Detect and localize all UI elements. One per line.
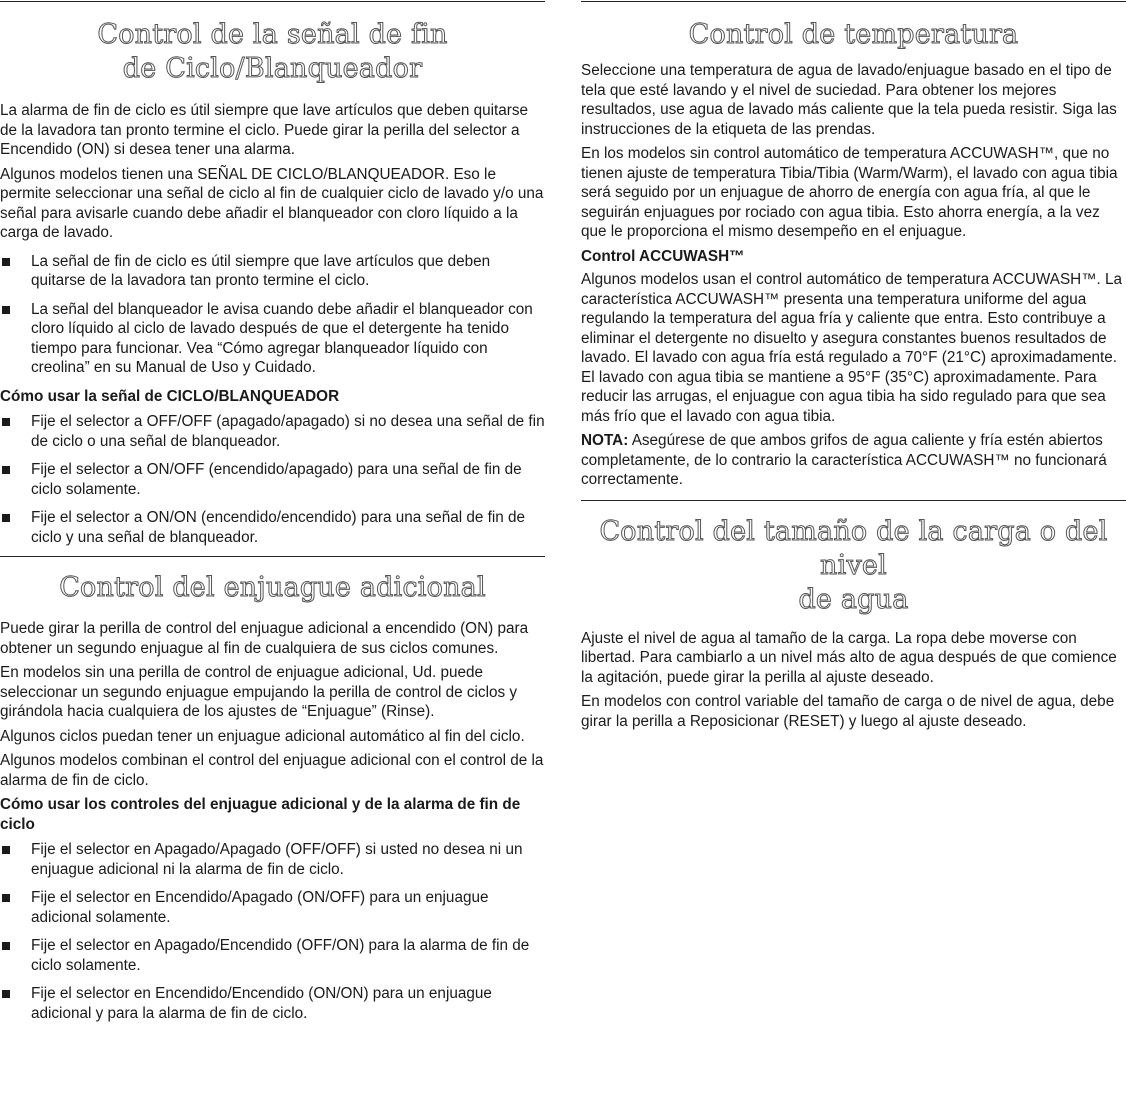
- paragraph: Algunos modelos combinan el control del enjuague adicional con el control de la alarma de fin de ciclo.: [0, 752, 544, 789]
- note-paragraph: [581, 431, 1126, 490]
- paragraph: Ajuste el nivel de agua al tamaño de la carga. La ropa debe moverse con libertad. Para cambiarlo a un nivel más alto de agua después de que comience la agitación, puede girar la perilla al ajuste deseado.: [581, 629, 1117, 686]
- subheading: Cómo usar la señal de CICLO/BLANQUEADOR: [0, 387, 340, 405]
- section-extra-rinse: [0, 571, 545, 1023]
- top-rule-left: [0, 1, 545, 2]
- bullet-square-icon: [2, 418, 10, 426]
- subheading: Cómo usar los controles del enjuague adicional y de la alarma de fin de ciclo: [0, 796, 521, 833]
- bullet-square-icon: [2, 258, 10, 266]
- bullet-square-icon: [2, 846, 10, 854]
- list-item: La señal de fin de ciclo es útil siempre que lave artículos que deben quitarse de la lavadora tan pronto termine el ciclo.: [0, 252, 545, 291]
- section-end-of-cycle-signal: [0, 18, 545, 547]
- bullet-square-icon: [2, 942, 10, 950]
- top-rule-right: [581, 1, 1126, 2]
- section-heading-extra-rinse: Control del enjuague adicional: [59, 572, 486, 603]
- paragraph: Seleccione una temperatura de agua de lavado/enjuague basado en el tipo de tela que esté lavando y el nivel de suciedad. Para obtener los mejores resultados, use agua de lavado más caliente que la tela pueda resistir. Siga las instrucciones de la etiqueta de las prendas.: [581, 62, 1117, 138]
- section-divider: [0, 556, 545, 557]
- paragraph: Algunos modelos tienen una SEÑAL DE CICLO/BLANQUEADOR. Eso le permite seleccionar una señal de ciclo al fin de cualquier ciclo de lavado y/o una señal para avisarle cuando debe añadir el blanqueador con cloro líquido a la carga de lavado.: [0, 165, 544, 241]
- list-item: Fije el selector a OFF/OFF (apagado/apagado) si no desea una señal de fin de ciclo o una señal de blanqueador.: [0, 412, 545, 451]
- paragraph: En modelos con control variable del tamaño de carga o de nivel de agua, debe girar la perilla a Reposicionar (RESET) y luego al ajuste deseado.: [581, 693, 1115, 730]
- paragraph: Algunos ciclos puedan tener un enjuague adicional automático al fin del ciclo.: [0, 727, 525, 745]
- bullet-square-icon: [2, 466, 10, 474]
- list-item: Fije el selector en Apagado/Apagado (OFF/OFF) si usted no desea ni un enjuague adicional ni la alarma de fin de ciclo.: [0, 840, 545, 879]
- bullet-list: [0, 840, 545, 1023]
- bullet-square-icon: [2, 306, 10, 314]
- bullet-list: [0, 252, 545, 378]
- bullet-list: [0, 412, 545, 547]
- list-item: Fije el selector a ON/OFF (encendido/apagado) para una señal de fin de ciclo solamente.: [0, 460, 545, 499]
- section-heading-load-size: Control del tamaño de la carga o del nivel de agua: [599, 515, 1108, 615]
- section-temperature-control: [581, 18, 1126, 490]
- note-text: Asegúrese de que ambos grifos de agua caliente y fría estén abiertos completamente, de lo contrario la característica ACCUWASH™ no funcionará correctamente.: [581, 432, 1107, 488]
- left-column: [0, 0, 545, 1032]
- list-item: La señal del blanqueador le avisa cuando debe añadir el blanqueador con cloro líquido al ciclo de lavado después de que el detergente ha tenido tiempo para funcionar. Vea “Cómo agregar blanqueador líquido con creolina” en su Manual de Uso y Cuidado.: [0, 300, 545, 378]
- section-load-size: [581, 515, 1126, 732]
- section-heading-temperature: Control de temperatura: [688, 19, 1019, 50]
- section-heading-end-of-cycle: Control de la señal de fin de Ciclo/Blanqueador: [97, 19, 448, 84]
- paragraph: En los modelos sin control automático de temperatura ACCUWASH™, que no tienen ajuste de temperatura Tibia/Tibia (Warm/Warm), el lavado con agua tibia será seguido por un enjuague de ahorro de energía con agua fría, al que le seguirán enjuagues por rociado con agua tibia. Esto ahorra energía, a la vez que le proporciona el mismo desempeño en el enjuague.: [581, 145, 1118, 240]
- paragraph: Puede girar la perilla de control del enjuague adicional a encendido (ON) para obtener un segundo enjuague al fin de cualquiera de sus ciclos comunes.: [0, 620, 529, 657]
- paragraph: En modelos sin una perilla de control de enjuague adicional, Ud. puede seleccionar un segundo enjuague empujando la perilla de control de ciclos y girándola hacia cualquiera de los ajustes de “Enjuague” (Rinse).: [0, 664, 518, 720]
- list-item: Fije el selector en Encendido/Apagado (ON/OFF) para un enjuague adicional solamente.: [0, 888, 545, 927]
- paragraph: Algunos modelos usan el control automático de temperatura ACCUWASH™. La característica ACCUWASH™ presenta una temperatura uniforme del agua regulando la temperatura del agua fría y caliente que entra. Esto contribuye a eliminar el detergente no disuelto y asegura constantes buenos resultados de lavado. El lavado con agua fría está regulado a 70°F (21°C) aproximadamente. El lavado con agua tibia se mantiene a 95°F (35°C) aproximadamente. Para reducir las arrugas, el enjuague con agua tibia ha sido regulado para que sea más frío que el lavado con agua tibia.: [581, 271, 1123, 425]
- section-divider: [581, 500, 1126, 501]
- right-column: [581, 0, 1126, 736]
- list-item: Fije el selector en Apagado/Encendido (OFF/ON) para la alarma de fin de ciclo solamente.: [0, 936, 545, 975]
- bullet-square-icon: [2, 894, 10, 902]
- bullet-square-icon: [2, 990, 10, 998]
- paragraph: La alarma de fin de ciclo es útil siempre que lave artículos que deben quitarse de la lavadora tan pronto termine el ciclo. Puede girar la perilla del selector a Encendido (ON) si desea tener una alarma.: [0, 102, 529, 158]
- bullet-square-icon: [2, 514, 10, 522]
- note-label: NOTA:: [581, 432, 629, 449]
- subheading: Control ACCUWASH™: [581, 247, 745, 265]
- list-item: Fije el selector en Encendido/Encendido (ON/ON) para un enjuague adicional y para la alarma de fin de ciclo.: [0, 984, 545, 1023]
- list-item: Fije el selector a ON/ON (encendido/encendido) para una señal de fin de ciclo y una señal de blanqueador.: [0, 508, 545, 547]
